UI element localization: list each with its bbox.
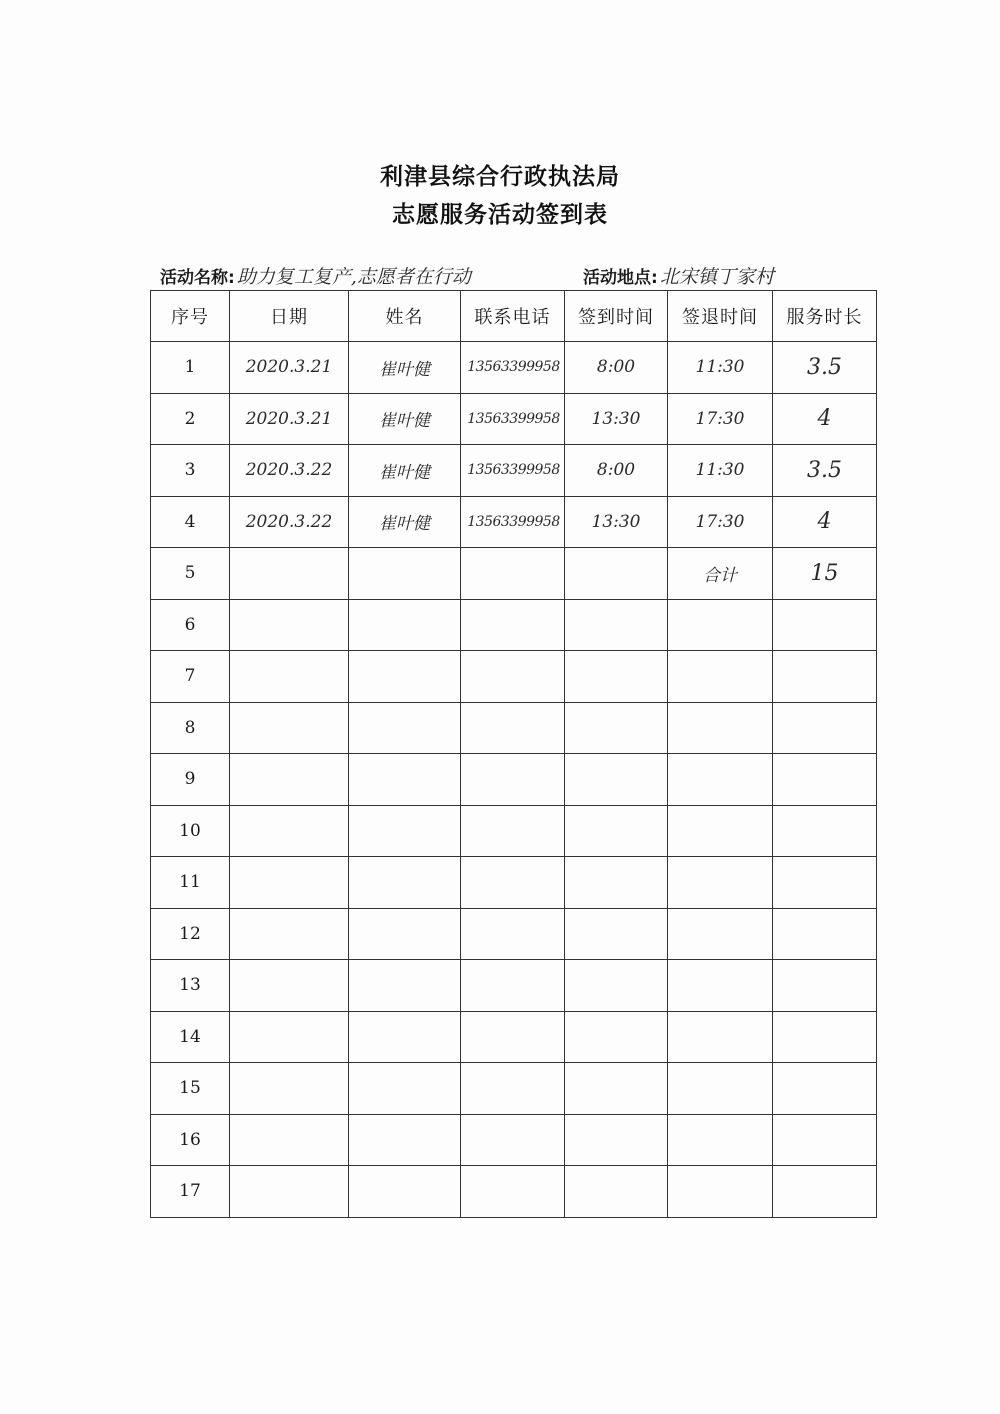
cell-name: [349, 702, 461, 754]
cell-name: 崔叶健: [349, 393, 461, 445]
cell-seq: 2: [151, 393, 230, 445]
cell-checkin: [565, 754, 668, 806]
cell-date: [230, 599, 349, 651]
cell-seq: 10: [151, 805, 230, 857]
activity-place-label: 活动地点:: [583, 268, 658, 288]
cell-phone: [461, 1063, 565, 1115]
cell-checkout: [668, 857, 773, 909]
table-row: [151, 393, 877, 445]
cell-date: [230, 1114, 349, 1166]
cell-date: [230, 805, 349, 857]
cell-duration: [773, 1114, 877, 1166]
cell-checkout: [668, 599, 773, 651]
cell-name: 崔叶健: [349, 445, 461, 497]
table-row: [151, 1011, 877, 1063]
document-title-line1: 利津县综合行政执法局: [380, 163, 620, 190]
cell-checkin: [565, 548, 668, 600]
cell-date: [230, 1063, 349, 1115]
table-row: [151, 548, 877, 600]
cell-phone: [461, 960, 565, 1012]
cell-phone: [461, 908, 565, 960]
header-phone: 联系电话: [461, 291, 565, 342]
cell-name: [349, 908, 461, 960]
cell-phone: [461, 548, 565, 600]
cell-duration: [773, 599, 877, 651]
cell-seq: 3: [151, 445, 230, 497]
cell-seq: 8: [151, 702, 230, 754]
table-row: [151, 1114, 877, 1166]
cell-checkout: 11:30: [668, 445, 773, 497]
cell-duration: [773, 754, 877, 806]
table-row: [151, 599, 877, 651]
cell-checkout: [668, 702, 773, 754]
header-date: 日期: [230, 291, 349, 342]
table-header-row: [151, 291, 877, 342]
cell-date: 2020.3.22: [230, 445, 349, 497]
cell-phone: 13563399958: [461, 393, 565, 445]
header-seq: 序号: [151, 291, 230, 342]
table-row: [151, 754, 877, 806]
cell-name: [349, 1063, 461, 1115]
table-row: [151, 1166, 877, 1218]
cell-seq: 17: [151, 1166, 230, 1218]
cell-seq: 16: [151, 1114, 230, 1166]
cell-checkout: [668, 651, 773, 703]
cell-name: [349, 960, 461, 1012]
cell-checkout: [668, 908, 773, 960]
cell-duration: 3.5: [773, 445, 877, 497]
header-name: 姓名: [349, 291, 461, 342]
cell-checkin: [565, 1011, 668, 1063]
table-row: [151, 805, 877, 857]
cell-checkin: 8:00: [565, 445, 668, 497]
cell-checkout: 17:30: [668, 393, 773, 445]
cell-checkout: [668, 1166, 773, 1218]
cell-date: [230, 960, 349, 1012]
cell-checkout: [668, 1114, 773, 1166]
cell-checkout: [668, 1063, 773, 1115]
cell-date: 2020.3.21: [230, 342, 349, 394]
table-row: [151, 496, 877, 548]
cell-checkout: [668, 960, 773, 1012]
activity-name-field: [160, 262, 471, 289]
cell-duration: [773, 805, 877, 857]
cell-name: [349, 548, 461, 600]
cell-checkin: 13:30: [565, 393, 668, 445]
cell-checkin: 8:00: [565, 342, 668, 394]
signin-table: [150, 290, 877, 1218]
cell-duration: [773, 908, 877, 960]
activity-place-value: 北宋镇丁家村: [659, 266, 774, 288]
cell-seq: 5: [151, 548, 230, 600]
cell-name: [349, 651, 461, 703]
cell-duration: 15: [773, 548, 877, 600]
cell-duration: 4: [773, 496, 877, 548]
cell-phone: 13563399958: [461, 496, 565, 548]
cell-name: 崔叶健: [349, 342, 461, 394]
cell-checkin: [565, 1063, 668, 1115]
activity-name-value: 助力复工复产,志愿者在行动: [236, 266, 471, 288]
cell-date: 2020.3.21: [230, 393, 349, 445]
cell-phone: [461, 1166, 565, 1218]
cell-seq: 13: [151, 960, 230, 1012]
cell-duration: 3.5: [773, 342, 877, 394]
activity-name-label: 活动名称:: [160, 268, 235, 288]
cell-checkin: [565, 908, 668, 960]
cell-phone: [461, 1011, 565, 1063]
cell-phone: [461, 651, 565, 703]
cell-checkin: 13:30: [565, 496, 668, 548]
cell-checkin: [565, 651, 668, 703]
header-checkin: 签到时间: [565, 291, 668, 342]
cell-checkin: [565, 960, 668, 1012]
cell-name: 崔叶健: [349, 496, 461, 548]
cell-checkin: [565, 1114, 668, 1166]
cell-date: 2020.3.22: [230, 496, 349, 548]
cell-date: [230, 754, 349, 806]
cell-duration: [773, 960, 877, 1012]
cell-phone: [461, 805, 565, 857]
cell-checkout: [668, 805, 773, 857]
cell-duration: [773, 857, 877, 909]
cell-checkin: [565, 857, 668, 909]
cell-seq: 15: [151, 1063, 230, 1115]
table-row: [151, 342, 877, 394]
cell-phone: [461, 1114, 565, 1166]
cell-checkout: 17:30: [668, 496, 773, 548]
cell-seq: 1: [151, 342, 230, 394]
activity-place-field: [583, 262, 774, 289]
table-row: [151, 1063, 877, 1115]
cell-date: [230, 702, 349, 754]
cell-checkout: [668, 1011, 773, 1063]
cell-checkout: 合计: [668, 548, 773, 600]
cell-duration: [773, 1011, 877, 1063]
cell-phone: [461, 702, 565, 754]
table-row: [151, 651, 877, 703]
table-row: [151, 702, 877, 754]
cell-seq: 12: [151, 908, 230, 960]
cell-name: [349, 754, 461, 806]
cell-phone: 13563399958: [461, 342, 565, 394]
cell-seq: 6: [151, 599, 230, 651]
cell-date: [230, 651, 349, 703]
cell-duration: [773, 1063, 877, 1115]
cell-checkin: [565, 805, 668, 857]
cell-duration: [773, 702, 877, 754]
cell-duration: [773, 651, 877, 703]
table-row: [151, 960, 877, 1012]
cell-date: [230, 857, 349, 909]
cell-duration: 4: [773, 393, 877, 445]
cell-name: [349, 599, 461, 651]
cell-checkin: [565, 702, 668, 754]
cell-date: [230, 1011, 349, 1063]
cell-seq: 11: [151, 857, 230, 909]
cell-checkin: [565, 1166, 668, 1218]
cell-name: [349, 1011, 461, 1063]
header-checkout: 签退时间: [668, 291, 773, 342]
table-body: [151, 342, 877, 1218]
cell-seq: 7: [151, 651, 230, 703]
header-duration: 服务时长: [773, 291, 877, 342]
cell-phone: [461, 599, 565, 651]
cell-name: [349, 1114, 461, 1166]
cell-name: [349, 1166, 461, 1218]
cell-name: [349, 805, 461, 857]
table-row: [151, 857, 877, 909]
cell-checkout: [668, 754, 773, 806]
cell-phone: 13563399958: [461, 445, 565, 497]
cell-checkin: [565, 599, 668, 651]
cell-duration: [773, 1166, 877, 1218]
cell-date: [230, 1166, 349, 1218]
cell-seq: 9: [151, 754, 230, 806]
table-row: [151, 908, 877, 960]
cell-date: [230, 908, 349, 960]
table-row: [151, 445, 877, 497]
document-title-line2: 志愿服务活动签到表: [392, 201, 608, 228]
cell-seq: 14: [151, 1011, 230, 1063]
cell-date: [230, 548, 349, 600]
cell-checkout: 11:30: [668, 342, 773, 394]
cell-phone: [461, 857, 565, 909]
cell-phone: [461, 754, 565, 806]
cell-seq: 4: [151, 496, 230, 548]
cell-name: [349, 857, 461, 909]
